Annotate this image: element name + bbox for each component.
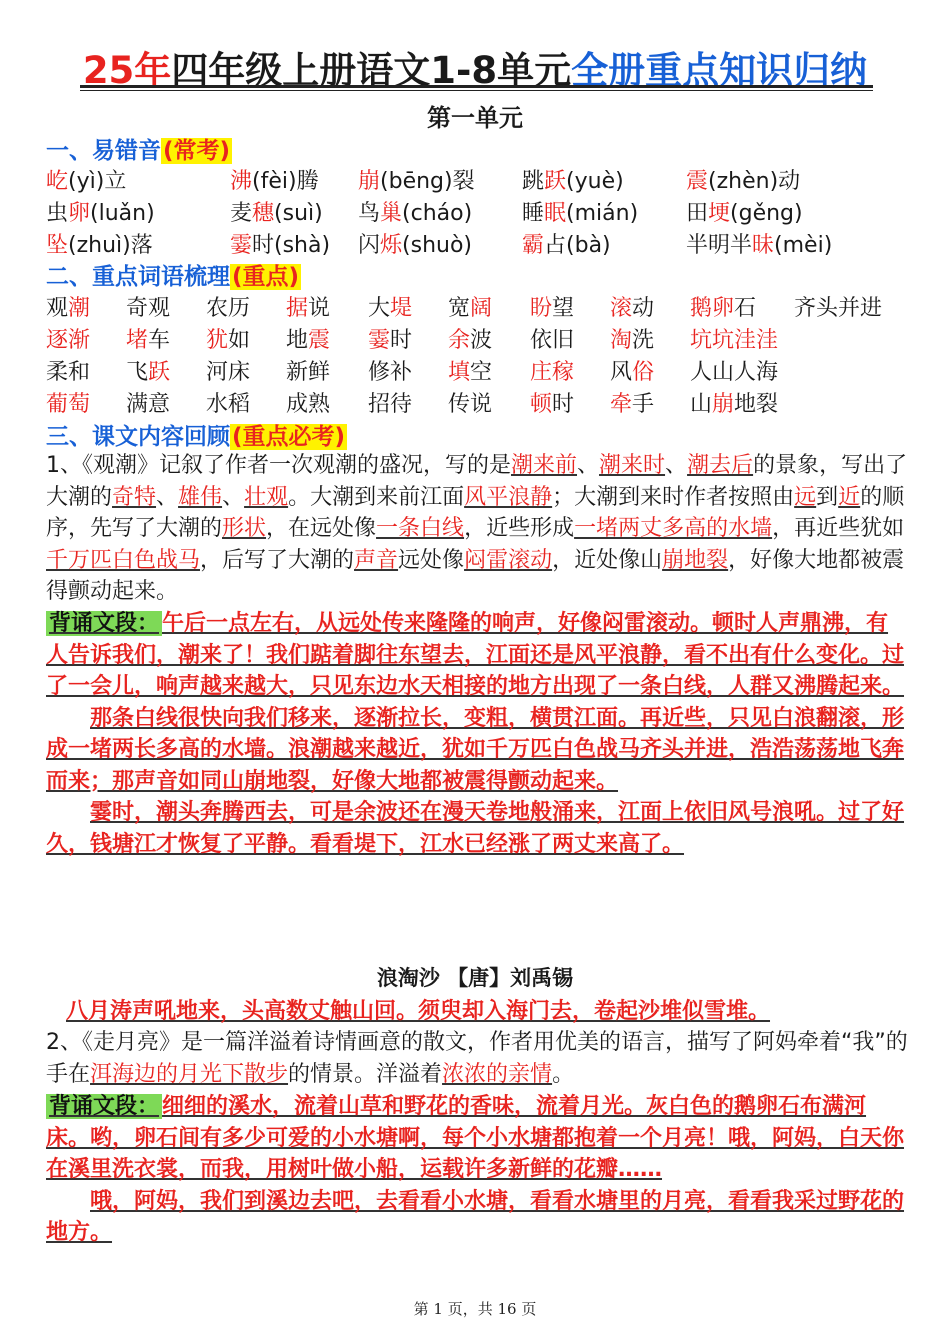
term-item: 河床 xyxy=(206,360,251,385)
recite-label: 背诵文段： xyxy=(46,611,162,636)
term-item: 招待 xyxy=(368,392,413,417)
term-item: 闪烁(shuò) xyxy=(358,233,473,258)
term-item xyxy=(690,323,778,354)
poem-title: 浪淘沙 【唐】刘禹锡 xyxy=(376,966,574,990)
term-item: 淘洗 xyxy=(610,328,655,353)
key-char: 葡萄 xyxy=(46,392,91,417)
key-char: 坑坑洼洼 xyxy=(690,328,779,353)
section-tag: (重点) xyxy=(232,264,300,290)
lesson-summary-zouyueliang: 2、《走月亮》是一篇洋溢着诗情画意的散文，作者用优美的语言，描写了阿妈牵着“我”的手在洱海边的月光下散步的情景。洋溢着浓浓的亲情。 xyxy=(46,1030,908,1087)
recite-passage-guanchao: 背诵文段： 午后一点左右，从远处传来隆隆的响声，好像闷雷滚动。顿时人声鼎沸，有人告诉我们，潮来了！我们踮着脚往东望去，江面还是风平浪静，看不出有什么变化。过了一会儿，响声越来越大，只见东边水天相接的地方出现了一条白线，人群又沸腾起来。 那条白线很快向我们移来，逐渐拉长，变粗，横贯江面。再近些，只见白浪翻滚，形成一堵两长多高的水墙。浪潮越来越近，犹如千万匹白色战马齐头并进，浩浩荡荡地飞奔而来；那声音如同山崩地裂，好像大地都被震得颤动起来。 霎时，潮头奔腾西去，可是余波还在漫天卷地般涌来，江面上依旧风号浪吼。过了好久，钱塘江才恢复了平静。看看堤下，江水已经涨了两丈来高了。 xyxy=(46,611,905,857)
key-char: 眠 xyxy=(544,201,567,226)
title-summary: 全册重点知识归纳 xyxy=(571,49,868,92)
term-item: 成熟 xyxy=(286,392,331,417)
key-char: 堵 xyxy=(126,328,149,353)
key-char: 震 xyxy=(686,169,709,194)
key-char: 崩 xyxy=(712,392,735,417)
term-item: 地震 xyxy=(286,328,331,353)
poem-text: 八月涛声吼地来，头高数丈触山回。须臾却入海门去，卷起沙堆似雪堆。 xyxy=(66,999,771,1024)
term-item: 大堤 xyxy=(368,296,413,321)
term-item: 齐头并进 xyxy=(794,296,883,321)
term-item: 飞跃 xyxy=(126,360,171,385)
term-item: 依旧 xyxy=(530,328,575,353)
term-item: 跳跃(yuè) xyxy=(522,169,624,194)
term-item: 据说 xyxy=(286,296,331,321)
title-grade: 四年级上册语文1-8单元 xyxy=(171,49,572,92)
key-char: 昧 xyxy=(752,233,775,258)
term-item: 麦穗(suì) xyxy=(230,201,323,226)
key-char: 牵 xyxy=(610,392,633,417)
key-char: 堤 xyxy=(390,296,413,321)
key-char: 坠 xyxy=(46,233,69,258)
key-char: 犹 xyxy=(206,328,229,353)
key-char: 跃 xyxy=(148,360,171,385)
term-item: 奇观 xyxy=(126,296,171,321)
term-item: 山崩地裂 xyxy=(690,392,779,417)
section-tag: (常考) xyxy=(163,138,231,164)
term-item: 崩(bēng)裂 xyxy=(358,169,475,194)
term-item: 鸟巢(cháo) xyxy=(358,201,473,226)
key-char: 烁 xyxy=(380,233,403,258)
term-item: 牵手 xyxy=(610,392,655,417)
term-item: 鹅卵石 xyxy=(690,296,757,321)
section-heading-review: 三、课文内容回顾(重点必考) xyxy=(46,424,346,450)
key-char: 淘 xyxy=(610,328,633,353)
key-char: 霸 xyxy=(522,233,545,258)
term-item: 屹(yì)立 xyxy=(46,169,127,194)
term-item: 堵车 xyxy=(126,328,171,353)
term-item: 余波 xyxy=(448,328,493,353)
key-char: 屹 xyxy=(46,169,69,194)
key-char: 逐渐 xyxy=(46,328,91,353)
key-char: 巢 xyxy=(380,201,403,226)
term-item: 风俗 xyxy=(610,360,655,385)
term-item: 顿时 xyxy=(530,392,575,417)
term-item: 观潮 xyxy=(46,296,91,321)
term-item: 填空 xyxy=(448,360,493,385)
key-char: 俗 xyxy=(632,360,655,385)
title-underline xyxy=(80,85,873,88)
term-item: 传说 xyxy=(448,392,493,417)
term-item: 犹如 xyxy=(206,328,251,353)
unit-heading: 第一单元 xyxy=(427,104,523,132)
term-item: 坠(zhuì)落 xyxy=(46,233,153,258)
term-item: 睡眠(mián) xyxy=(522,201,639,226)
key-char: 顿 xyxy=(530,392,553,417)
term-item: 霎时(shà) xyxy=(230,233,331,258)
term-item: 水稻 xyxy=(206,392,251,417)
term-item: 宽阔 xyxy=(448,296,493,321)
term-item: 沸(fèi)腾 xyxy=(230,169,319,194)
key-char: 阔 xyxy=(470,296,493,321)
key-char: 震 xyxy=(308,328,331,353)
term-item xyxy=(46,387,90,418)
section-heading-pronunciation: 一、易错音(常考) xyxy=(46,138,231,164)
key-char: 鹅卵 xyxy=(690,296,735,321)
term-item: 人山人海 xyxy=(690,360,779,385)
section-heading-vocabulary: 二、重点词语梳理(重点) xyxy=(46,264,300,290)
lesson-summary-guanchao: 1、《观潮》记叙了作者一次观潮的盛况，写的是潮来前、潮来时、潮去后的景象，写出了大潮的奇特、雄伟、壮观。大潮到来前江面风平浪静；大潮到来时作者按照由远到近的顺序，先写了大潮的形状，在远处像一条白线，近些形成一堵两丈多高的水墙，再近些犹如千万匹白色战马，后写了大潮的声音远处像闷雷滚动，近处像山崩地裂，好像大地都被震得颤动起来。 xyxy=(46,453,908,604)
section-tag: (重点必考) xyxy=(232,424,346,450)
term-item: 农历 xyxy=(206,296,251,321)
key-char: 霎 xyxy=(368,328,391,353)
key-char: 崩 xyxy=(358,169,381,194)
key-char: 庄稼 xyxy=(530,360,575,385)
key-char: 余 xyxy=(448,328,471,353)
recite-passage-zouyueliang: 背诵文段： 细细的溪水，流着山草和野花的香味，流着月光。灰白色的鹅卵石布满河床。哟，卵石间有多少可爱的小水塘啊，每个小水塘都抱着一个月亮！哦，阿妈，白天你在溪里洗衣裳，而我，用树叶做小船，运载许多新鲜的花瓣…… 哦，阿妈，我们到溪边去吧，去看看小水塘，看看水塘里的月亮，看看我采过野花的地方。 xyxy=(46,1094,905,1245)
key-char: 沸 xyxy=(230,169,253,194)
key-char: 盼 xyxy=(530,296,553,321)
term-item: 霎时 xyxy=(368,328,413,353)
term-item: 霸占(bà) xyxy=(522,233,611,258)
key-char: 卵 xyxy=(68,201,91,226)
key-char: 潮 xyxy=(68,296,91,321)
key-char: 跃 xyxy=(544,169,567,194)
term-item xyxy=(530,355,574,386)
term-item: 修补 xyxy=(368,360,413,385)
term-item: 盼望 xyxy=(530,296,575,321)
term-item: 田埂(gěng) xyxy=(686,201,803,226)
term-item: 震(zhèn)动 xyxy=(686,169,801,194)
term-item: 满意 xyxy=(126,392,171,417)
term-item: 新鲜 xyxy=(286,360,331,385)
term-item: 虫卵(luǎn) xyxy=(46,201,155,226)
term-item xyxy=(46,323,90,354)
term-item: 柔和 xyxy=(46,360,91,385)
key-char: 霎 xyxy=(230,233,253,258)
term-item: 滚动 xyxy=(610,296,655,321)
page-footer: 第 1 页，共 16 页 xyxy=(413,1300,537,1318)
key-char: 滚 xyxy=(610,296,633,321)
recite-label: 背诵文段： xyxy=(46,1094,162,1119)
key-char: 填 xyxy=(448,360,471,385)
title-year: 25年 xyxy=(82,49,172,92)
key-char: 埂 xyxy=(708,201,731,226)
key-char: 穗 xyxy=(252,201,275,226)
title-underline-thin xyxy=(80,90,873,91)
key-char: 据 xyxy=(286,296,309,321)
term-item: 半明半昧(mèi) xyxy=(686,233,833,258)
